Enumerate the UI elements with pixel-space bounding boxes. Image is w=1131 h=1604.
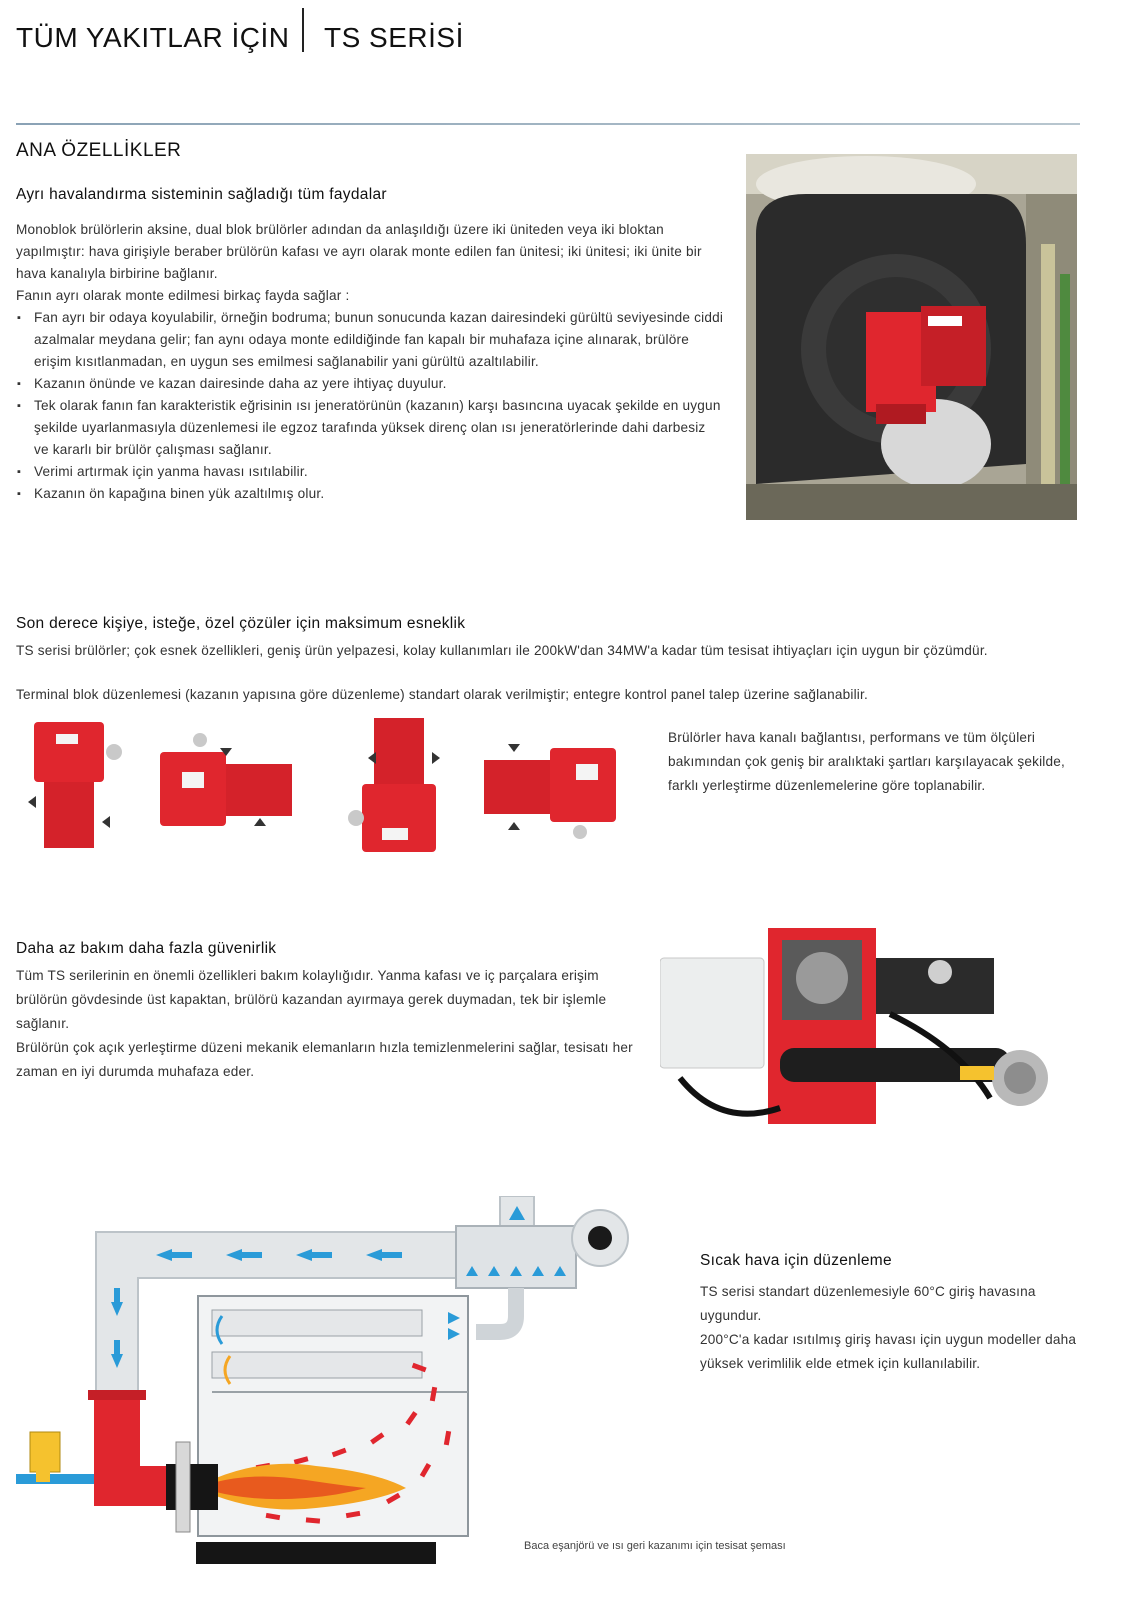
list-item: ▪ Verimi artırmak için yanma havası ısıtılabilir. [16,461,724,483]
hot-air-para1: TS serisi standart düzenlemesiyle 60°C giriş havasına uygundur. [700,1284,1036,1323]
section-hot-air-heading: Sıcak hava için düzenleme [700,1252,892,1269]
list-item: ▪ Fan ayrı bir odaya koyulabilir, örneğin bodruma; bunun sonucunda kazan dairesindeki gürültü seviyesinde ciddi azalmalar meydana gelir; fan aynı odaya monte edildiğinde fan kapalı bir muhafaza içine alınarak, brülöre erişim kısıtlanmadan, en uygun ses emilmesi sağlanabilir yani gürültü azaltılabilir. [16,307,724,373]
section-maintenance-heading: Daha az bakım daha fazla güvenirlik [16,940,277,957]
header-rule [16,123,1080,125]
maintenance-para1: Tüm TS serilerinin en önemli özellikleri bakım kolaylığıdır. Yanma kafası ve iç parçalara erişim brülörün gövdesinde üst kapaktan, brülörü kazandan ayırmaya gerek duymadan, tek bir işlemle sağlanır. [16,968,607,1031]
hot-air-para2: 200°C'a kadar ısıtılmış giriş havası için uygun modeller daha yüksek verimlilik elde etmek için kullanılabilir. [700,1332,1077,1371]
section-ventilation-body [16,219,724,505]
section-flexibility-para2: Terminal blok düzenlemesi (kazanın yapısına göre düzenleme) standart olarak verilmiştir; entegre kontrol panel talep üzerine sağlanabilir. [16,687,868,702]
section-main-features-heading: ANA ÖZELLİKLER [16,140,182,161]
header-left-title: TÜM YAKITLAR İÇİN [16,22,290,53]
boiler-burner-photo [746,154,1077,520]
burner-arrangement-vertical-down [26,722,126,852]
burner-open-cover-photo [660,928,1080,1136]
list-item: ▪ Kazanın önünde ve kazan dairesinde daha az yere ihtiyaç duyulur. [16,373,724,395]
hot-air-installation-diagram [16,1196,636,1580]
ventilation-intro: Monoblok brülörlerin aksine, dual blok brülörler adından da anlaşıldığı üzere iki üniteden veya iki bloktan yapılmıştır: hava girişiyle beraber brülörün kafası ve ayrı olarak monte edilen fan ünitesi; iki ünitesi; iki ünite bir hava kanalıyla birbirine bağlanır. [16,222,702,281]
section-maintenance-body [16,964,636,1084]
burner-arrangement-horizontal-right [160,732,294,832]
list-item: ▪ Kazanın ön kapağına binen yük azaltılmış olur. [16,483,724,505]
diagram-caption: Baca eşanjörü ve ısı geri kazanımı için tesisat şeması [524,1540,786,1552]
section-flexibility-heading: Son derece kişiye, isteğe, özel çözüler için maksimum esneklik [16,615,466,632]
section-flexibility-side-text: Brülörler hava kanalı bağlantısı, performans ve tüm ölçüleri bakımından çok geniş bir aralıktaki şartları karşılayacak şekilde, farklı yerleştirme düzenlemelerine göre toplanabilir. [668,730,1066,793]
ventilation-benefits-list [16,307,724,505]
ventilation-lead: Fanın ayrı olarak monte edilmesi birkaç fayda sağlar : [16,288,350,303]
list-item: ▪ Tek olarak fanın fan karakteristik eğrisinin ısı jeneratörünün (kazanın) karşı basıncına uyacak şekilde en uygun şekilde uyarlanmasıyla düzenlemesi ile egzoz tarafında yüksek direnç olan ısı jeneratörlerinde dahi darbesiz ve kararlı bir brülör çalışması sağlanır. [16,395,724,461]
header-right-title: TS SERİSİ [324,22,464,53]
burner-arrangement-horizontal-left [484,732,618,842]
burner-arrangement-vertical-up [348,718,448,854]
maintenance-para2: Brülörün çok açık yerleştirme düzeni mekanik elemanların hızla temizlenmelerini sağlar, tesisatı her zaman en iyi durumda muhafaza eder. [16,1040,633,1079]
section-hot-air-body [700,1280,1080,1376]
header-divider [302,8,304,52]
section-flexibility-para1: TS serisi brülörler; çok esnek özellikleri, geniş ürün yelpazesi, kolay kullanımları ile 200kW'dan 34MW'a kadar tüm tesisat ihtiyaçları için uygun bir çözümdür. [16,643,988,658]
section-ventilation-subheading: Ayrı havalandırma sisteminin sağladığı tüm faydalar [16,186,387,203]
